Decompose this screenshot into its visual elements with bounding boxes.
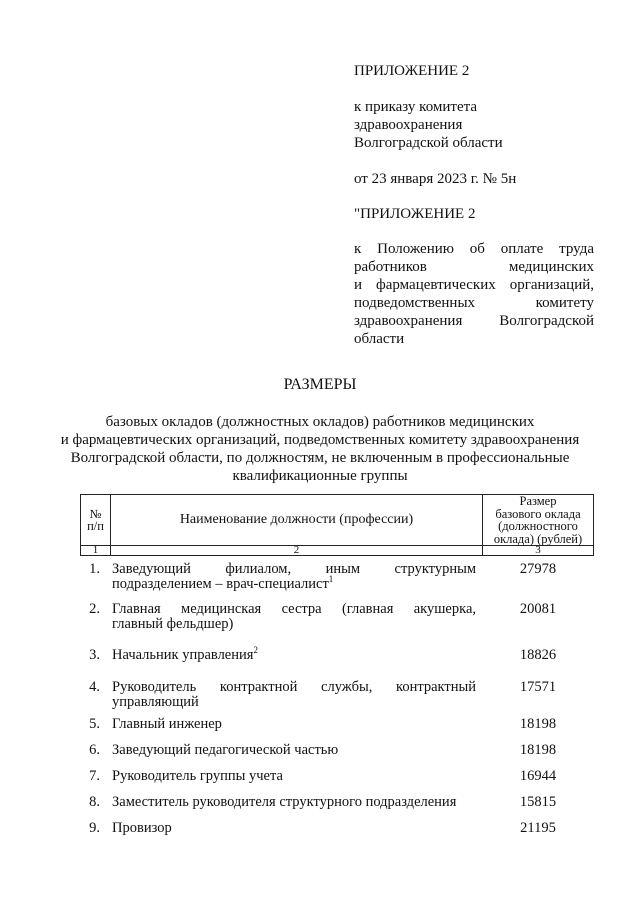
row-position: Заместитель руководителя структурного подразделения	[112, 794, 457, 810]
row-position: Заведующий педагогической частью	[112, 742, 339, 758]
header-salary-cell	[483, 495, 594, 546]
row-salary: 17571	[519, 679, 557, 695]
order-line: к приказу комитета	[354, 99, 478, 115]
index-cell: 3	[483, 546, 594, 556]
position-line: Руководитель контрактной службы, контрактный	[112, 679, 476, 695]
position-line: главный фельдшер)	[112, 616, 234, 632]
row-number: 9.	[89, 820, 100, 836]
footnote-mark: 2	[253, 645, 258, 656]
row-salary: 15815	[519, 794, 557, 810]
subtitle-line: базовых окладов (должностных окладов) работников медицинских	[105, 414, 535, 430]
order-line: Волгоградской области	[354, 135, 503, 151]
row-salary: 27978	[519, 561, 557, 577]
order-line: здравоохранения	[354, 117, 463, 133]
subtitle-line: Волгоградской области, по должностям, не включенным в профессиональные	[70, 450, 570, 466]
regulation-line: работников медицинских	[354, 259, 594, 275]
row-number: 4.	[89, 679, 100, 695]
position-line	[112, 574, 476, 592]
row-position	[112, 645, 476, 663]
regulation-line: к Положению об оплате труда	[354, 241, 594, 257]
index-cell: 2	[111, 546, 483, 556]
row-number: 6.	[89, 742, 100, 758]
position-line: Главная медицинская сестра (главная акушерка,	[112, 601, 476, 617]
header-position-cell: Наименование должности (профессии)	[111, 495, 483, 546]
row-position: Руководитель группы учета	[112, 768, 283, 784]
regulation-line: и фармацевтических организаций,	[354, 277, 594, 293]
appendix-label: ПРИЛОЖЕНИЕ 2	[354, 63, 470, 79]
row-salary: 20081	[519, 601, 557, 617]
regulation-line: области	[354, 331, 405, 347]
row-number: 5.	[89, 716, 100, 732]
row-salary: 16944	[519, 768, 557, 784]
row-number: 8.	[89, 794, 100, 810]
row-position	[112, 602, 476, 632]
header-salary-line: Размер	[519, 494, 557, 508]
row-salary: 21195	[520, 820, 556, 836]
row-position	[112, 562, 476, 592]
row-position	[112, 680, 476, 710]
row-salary: 18826	[519, 647, 557, 663]
row-salary: 18198	[519, 742, 557, 758]
header-salary-line: оклада) (рублей)	[493, 531, 583, 546]
row-number: 3.	[89, 647, 100, 663]
row-number: 1.	[89, 561, 100, 577]
row-number: 2.	[89, 601, 100, 617]
position-line-text: подразделением – врач-специалист	[112, 576, 329, 592]
subtitle-line: квалификационные группы	[232, 468, 408, 484]
position-line: Заведующий филиалом, иным структурным	[112, 561, 476, 577]
position-line-text: Начальник управления	[112, 647, 254, 663]
order-date: от 23 января 2023 г. № 5н	[354, 171, 517, 187]
regulation-line: подведомственных комитету	[354, 295, 594, 311]
row-position: Провизор	[112, 820, 172, 836]
row-salary: 18198	[519, 716, 557, 732]
row-position: Главный инженер	[112, 716, 222, 732]
appendix-quote-label: "ПРИЛОЖЕНИЕ 2	[354, 206, 476, 222]
index-cell: 1	[81, 546, 111, 556]
header-salary-line: (должностного	[498, 519, 578, 533]
table-header	[80, 494, 594, 556]
subtitle-line: и фармацевтических организаций, подведомственных комитету здравоохранения	[60, 432, 580, 448]
row-number: 7.	[89, 768, 100, 784]
header-salary-line: базового оклада	[495, 506, 581, 521]
position-line: управляющий	[112, 694, 199, 710]
header-number-cell	[81, 495, 111, 546]
header-number-line: №	[89, 506, 102, 521]
regulation-line: здравоохранения Волгоградской	[354, 313, 594, 329]
header-number-line: п/п	[87, 519, 104, 533]
footnote-mark: 1	[328, 574, 334, 585]
document-title: РАЗМЕРЫ	[283, 376, 357, 393]
